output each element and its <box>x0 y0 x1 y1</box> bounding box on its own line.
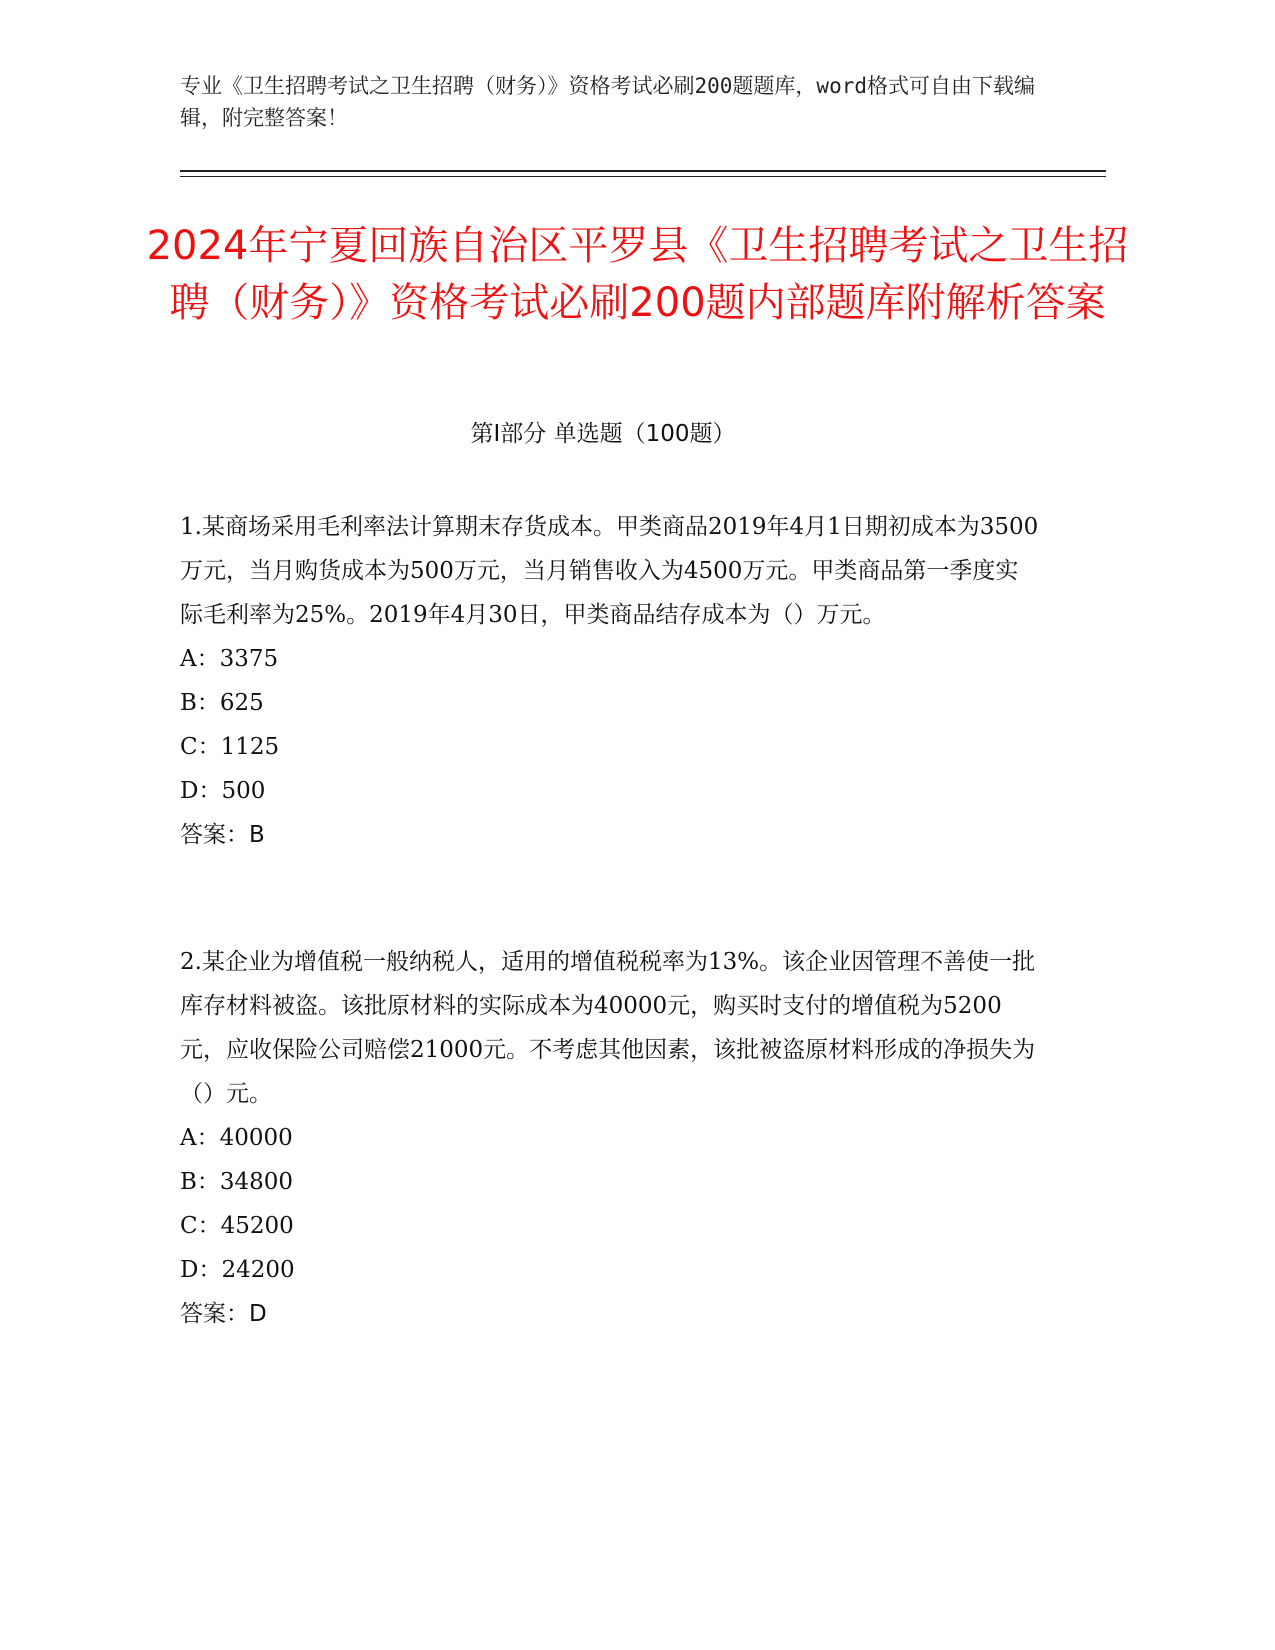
option-a: A：3375 <box>180 646 279 672</box>
question-2 <box>180 940 1040 1336</box>
option-a: A：40000 <box>180 1125 293 1151</box>
section-title: 第I部分 单选题（100题） <box>470 421 736 447</box>
header-divider-thin <box>180 176 1106 177</box>
question-stem: 2.某企业为增值税一般纳税人，适用的增值税税率为13%。该企业因管理不善使一批库存材料被盗。该批原材料的实际成本为40000元，购买时支付的增值税为5200元，应收保险公司赔偿21000元。不考虑其他因素，该批被盗原材料形成的净损失为（）元。 <box>180 949 1036 1107</box>
option-c: C：1125 <box>180 734 280 760</box>
answer: 答案：B <box>180 822 265 848</box>
option-b: B：625 <box>180 690 264 716</box>
document-title: 2024年宁夏回族自治区平罗县《卫生招聘考试之卫生招聘（财务）》资格考试必刷200题内部题库附解析答案 <box>146 223 1129 326</box>
header-note: 专业《卫生招聘考试之卫生招聘（财务）》资格考试必刷200题题库，word格式可自由下载编辑，附完整答案！ <box>180 74 1035 130</box>
option-d: D：500 <box>180 778 266 804</box>
option-d: D：24200 <box>180 1257 295 1283</box>
answer: 答案：D <box>180 1301 267 1327</box>
header-divider-thick <box>180 170 1106 172</box>
question-1 <box>180 505 1040 857</box>
option-c: C：45200 <box>180 1213 294 1239</box>
option-b: B：34800 <box>180 1169 294 1195</box>
question-stem: 1.某商场采用毛利率法计算期末存货成本。甲类商品2019年4月1日期初成本为3500万元，当月购货成本为500万元，当月销售收入为4500万元。甲类商品第一季度实际毛利率为25%。2019年4月30日，甲类商品结存成本为（）万元。 <box>180 514 1039 628</box>
